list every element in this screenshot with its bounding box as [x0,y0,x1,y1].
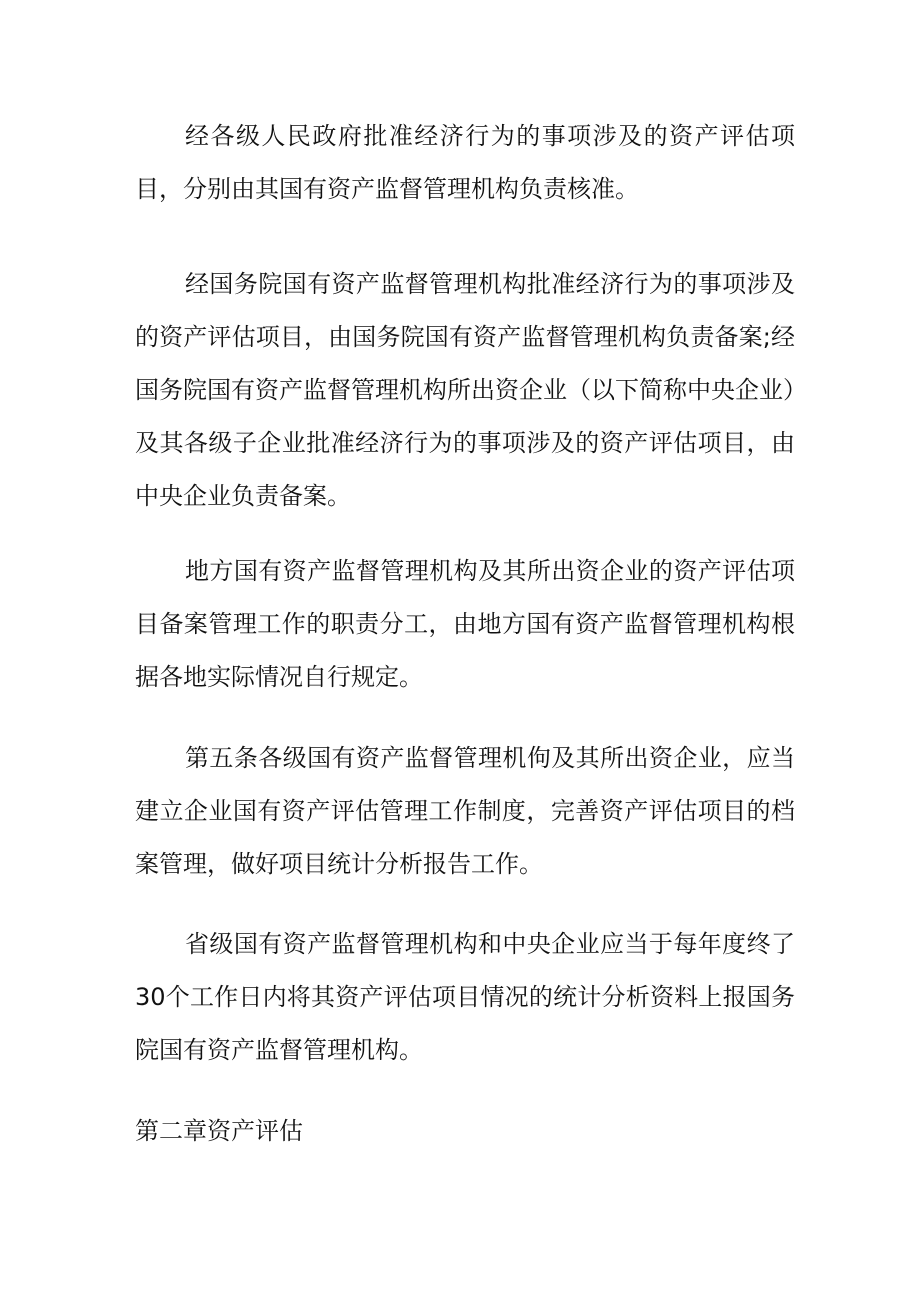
paragraph-annual-report: 省级国有资产监督管理机构和中央企业应当于每年度终了30个工作日内将其资产评估项目情况的统计分析资料上报国务院国有资产监督管理机构。 [135,930,795,1064]
chapter-heading: 第二章资产评估 [135,1117,303,1145]
paragraph-article-five: 第五条各级国有资产监督管理机佝及其所出资企业，应当建立企业国有资产评估管理工作制度，完善资产评估项目的档案管理，做好项目统计分析报告工作。 [135,744,795,878]
paragraph-local-division: 地方国有资产监督管理机构及其所出资企业的资产评估项目备案管理工作的职责分工，由地方国有资产监督管理机构根据各地实际情况自行规定。 [135,557,795,691]
paragraph-approval-local: 经各级人民政府批准经济行为的事项涉及的资产评估项目，分别由其国有资产监督管理机构负责核准。 [135,122,795,203]
paragraph-filing-central: 经国务院国有资产监督管理机构批准经济行为的事项涉及的资产评估项目，由国务院国有资产监督管理机构负责备案;经国务院国有资产监督管理机构所出资企业（以下简称中央企业）及其各级子企业批准经济行为的事项涉及的资产评估项目，由中央企业负责备案。 [135,270,795,510]
